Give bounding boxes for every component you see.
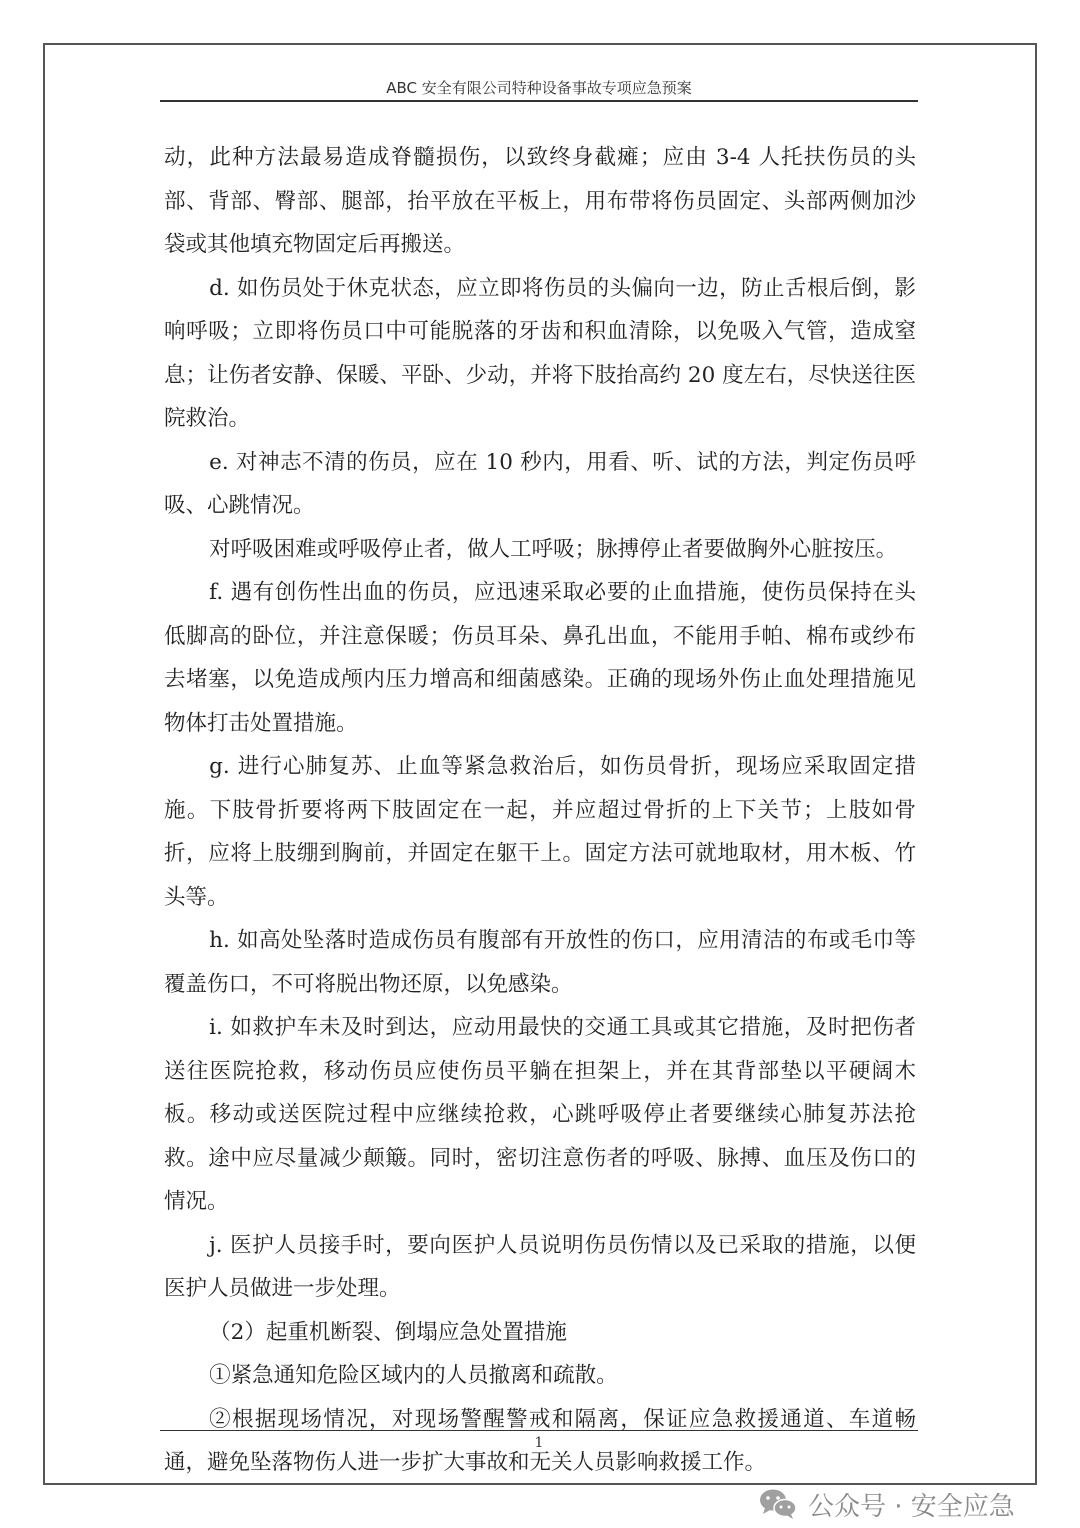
header-divider bbox=[160, 100, 918, 102]
wechat-icon bbox=[758, 1487, 798, 1521]
paragraph: ②根据现场情况，对现场警醒警戒和隔离，保证应急救援通道、车道畅通，避免坠落物伤人进一步扩大事故和无关人员影响救援工作。 bbox=[164, 1406, 916, 1475]
watermark-text: 公众号 · 安全应急 bbox=[808, 1491, 1015, 1522]
section-heading: （2）起重机断裂、倒塌应急处置措施 bbox=[209, 1319, 567, 1345]
page-number: 1 bbox=[534, 1435, 544, 1451]
paragraph: d. 如伤员处于休克状态，应立即将伤员的头偏向一边，防止舌根后倒，影响呼吸；立即将伤员口中可能脱落的牙齿和积血清除，以免吸入气管，造成窒息；让伤者安静、保暖、平卧、少动，并将下肢抬高约 20 度左右，尽快送往医院救治。 bbox=[164, 275, 916, 431]
paragraph: i. 如救护车未及时到达，应动用最快的交通工具或其它措施，及时把伤者送往医院抢救，移动伤员应使伤员平躺在担架上，并在其背部垫以平硬阔木板。移动或送医院过程中应继续抢救，心跳呼吸停止者要继续心肺复苏法抢救。途中应尽量减少颠簸。同时，密切注意伤者的呼吸、脉搏、血压及伤口的情况。 bbox=[164, 1015, 916, 1214]
page-header: ABC 安全有限公司特种设备事故专项应急预案 bbox=[386, 79, 692, 97]
paragraph: h. 如高处坠落时造成伤员有腹部有开放性的伤口，应用清洁的布或毛巾等覆盖伤口，不可将脱出物还原，以免感染。 bbox=[164, 928, 916, 997]
paragraph: 对呼吸困难或呼吸停止者，做人工呼吸；脉搏停止者要做胸外心脏按压。 bbox=[209, 536, 898, 562]
paragraph: f. 遇有创伤性出血的伤员，应迅速采取必要的止血措施，使伤员保持在头低脚高的卧位，并注意保暖；伤员耳朵、鼻孔出血，不能用手帕、棉布或纱布去堵塞，以免造成颅内压力增高和细菌感染。正确的现场外伤止血处理措施见物体打击处置措施。 bbox=[164, 580, 916, 736]
paragraph: j. 医护人员接手时，要向医护人员说明伤员伤情以及已采取的措施，以便医护人员做进一步处理。 bbox=[164, 1232, 916, 1301]
watermark bbox=[758, 1484, 1015, 1524]
paragraph: 动，此种方法最易造成脊髓损伤，以致终身截瘫；应由 3-4 人托扶伤员的头部、背部、臀部、腿部，抬平放在平板上，用布带将伤员固定、头部两侧加沙袋或其他填充物固定后再搬送。 bbox=[164, 145, 916, 257]
paragraph: ①紧急通知危险区域内的人员撤离和疏散。 bbox=[209, 1363, 618, 1388]
paragraph: e. 对神志不清的伤员，应在 10 秒内，用看、听、试的方法，判定伤员呼吸、心跳情况。 bbox=[164, 449, 916, 518]
document-body bbox=[164, 136, 916, 1485]
footer-divider bbox=[160, 1430, 918, 1431]
paragraph: g. 进行心肺复苏、止血等紧急救治后，如伤员骨折，现场应采取固定措施。下肢骨折要将两下肢固定在一起，并应超过骨折的上下关节；上肢如骨折，应将上肢绷到胸前，并固定在躯干上。固定方法可就地取材，用木板、竹头等。 bbox=[164, 754, 916, 910]
